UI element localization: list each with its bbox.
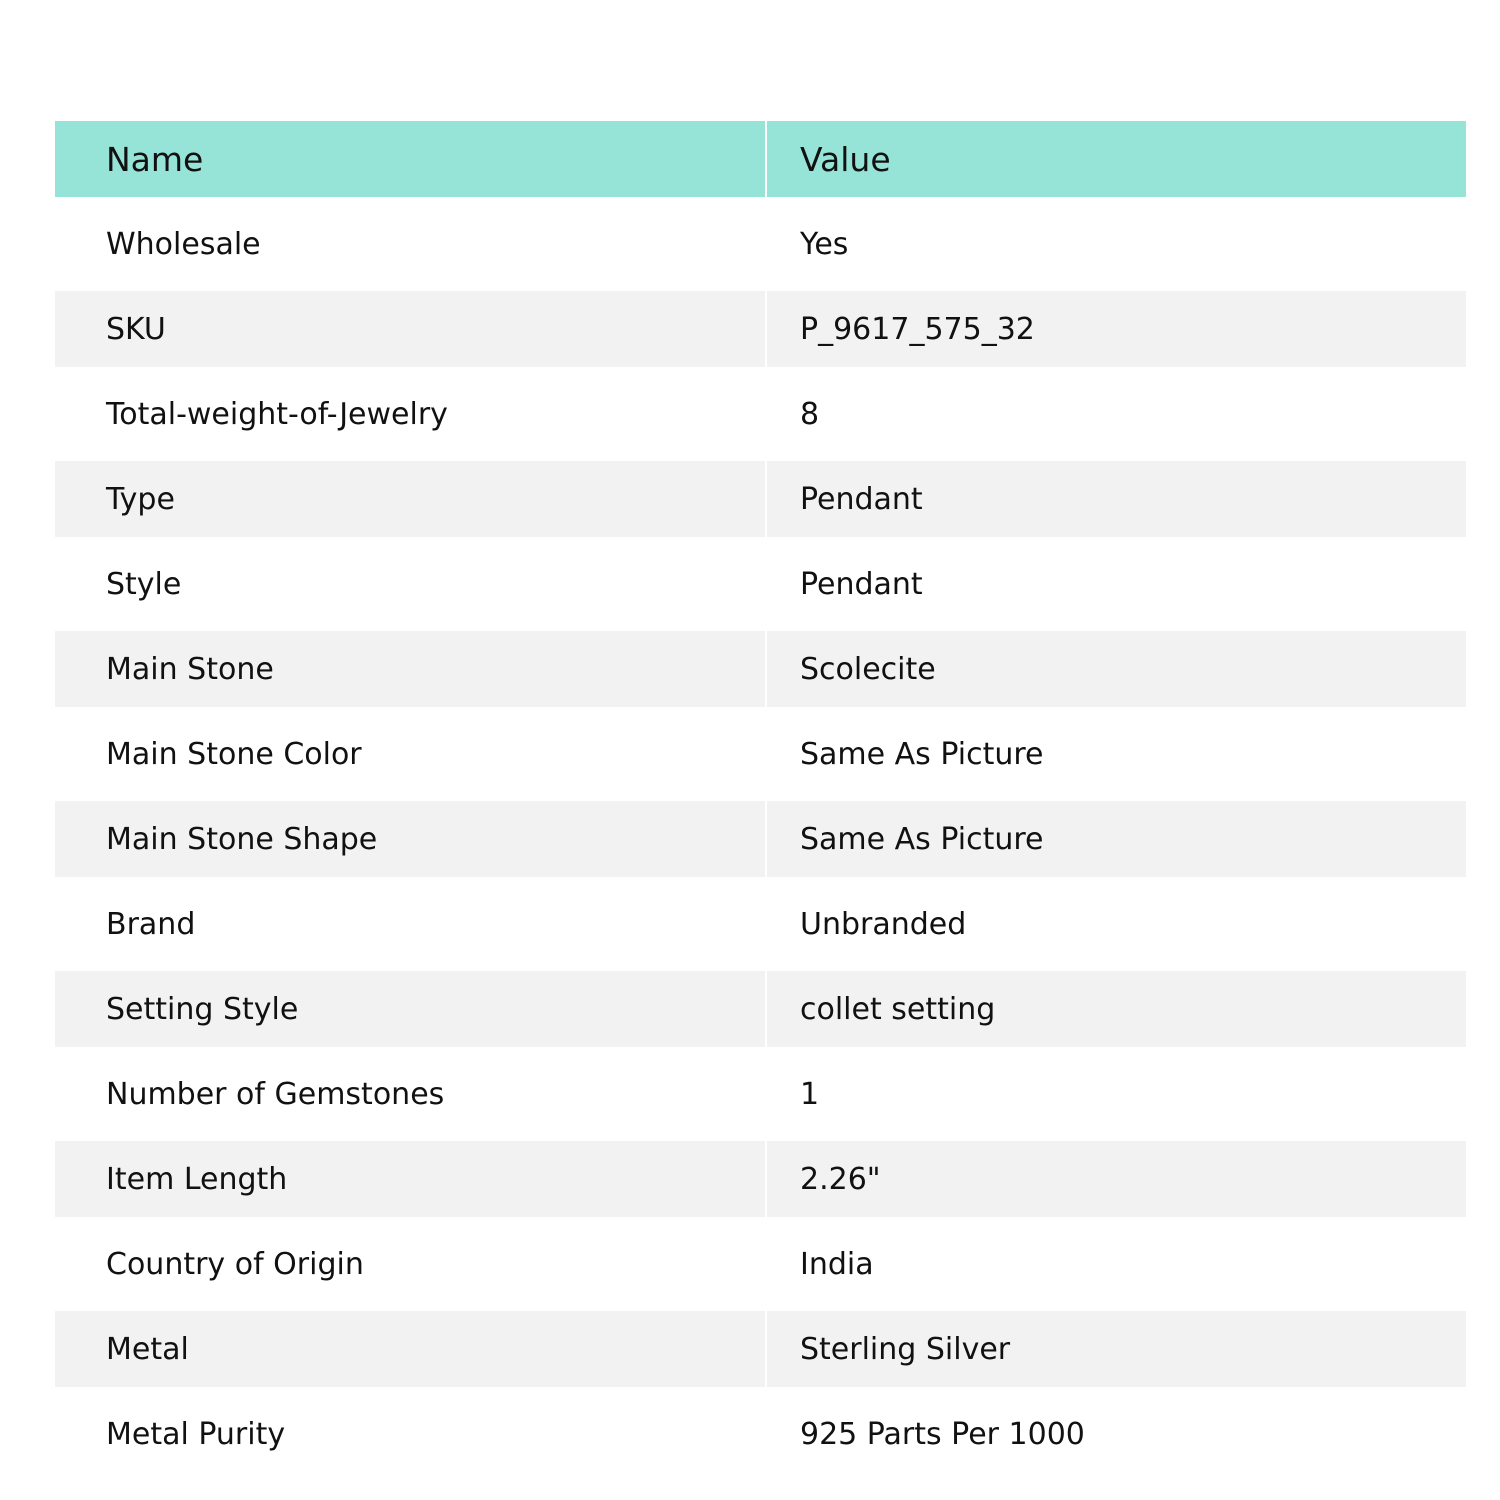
table-row: [55, 291, 1466, 367]
table-header: [55, 121, 1466, 197]
table-row: [55, 367, 1466, 461]
row-value: Unbranded: [800, 906, 967, 942]
table-row: [55, 1047, 1466, 1141]
row-value: Pendant: [800, 566, 923, 602]
row-name: Total-weight-of-Jewelry: [55, 367, 766, 461]
row-value: P_9617_575_32: [800, 311, 1035, 347]
table-row: [55, 877, 1466, 971]
column-header-name: Name: [55, 121, 766, 197]
row-value: Same As Picture: [800, 736, 1044, 772]
row-name: Wholesale: [55, 197, 766, 291]
row-name: Main Stone Color: [55, 707, 766, 801]
table-row: [55, 801, 1466, 877]
row-value: 8: [800, 396, 820, 432]
table-row: [55, 1387, 1466, 1481]
table-row: [55, 707, 1466, 801]
row-value: India: [800, 1246, 874, 1282]
table-row: [55, 537, 1466, 631]
specifications-table: [55, 121, 1466, 1481]
row-value: Pendant: [800, 481, 923, 517]
row-name: SKU: [55, 291, 766, 367]
row-name: Country of Origin: [55, 1217, 766, 1311]
row-name: Metal Purity: [55, 1387, 766, 1481]
table-body: [55, 197, 1466, 1481]
row-value: collet setting: [800, 991, 996, 1027]
row-name: Setting Style: [55, 971, 766, 1047]
row-value: Scolecite: [800, 651, 936, 687]
table-header-row: [55, 121, 1466, 197]
row-value: 1: [800, 1076, 820, 1112]
row-value: Yes: [800, 226, 849, 262]
row-name: Main Stone Shape: [55, 801, 766, 877]
row-name: Item Length: [55, 1141, 766, 1217]
table-row: [55, 1311, 1466, 1387]
row-value: Sterling Silver: [800, 1331, 1011, 1367]
row-value: 925 Parts Per 1000: [800, 1416, 1085, 1452]
table-row: [55, 971, 1466, 1047]
table-row: [55, 1217, 1466, 1311]
table-row: [55, 631, 1466, 707]
row-value: Same As Picture: [800, 821, 1044, 857]
row-name: Metal: [55, 1311, 766, 1387]
row-name: Brand: [55, 877, 766, 971]
table-row: [55, 461, 1466, 537]
row-name: Type: [55, 461, 766, 537]
column-header-value: Value: [800, 139, 891, 179]
row-name: Number of Gemstones: [55, 1047, 766, 1141]
table-row: [55, 1141, 1466, 1217]
row-value: 2.26": [800, 1161, 881, 1197]
row-name: Main Stone: [55, 631, 766, 707]
table-row: [55, 197, 1466, 291]
row-name: Style: [55, 537, 766, 631]
